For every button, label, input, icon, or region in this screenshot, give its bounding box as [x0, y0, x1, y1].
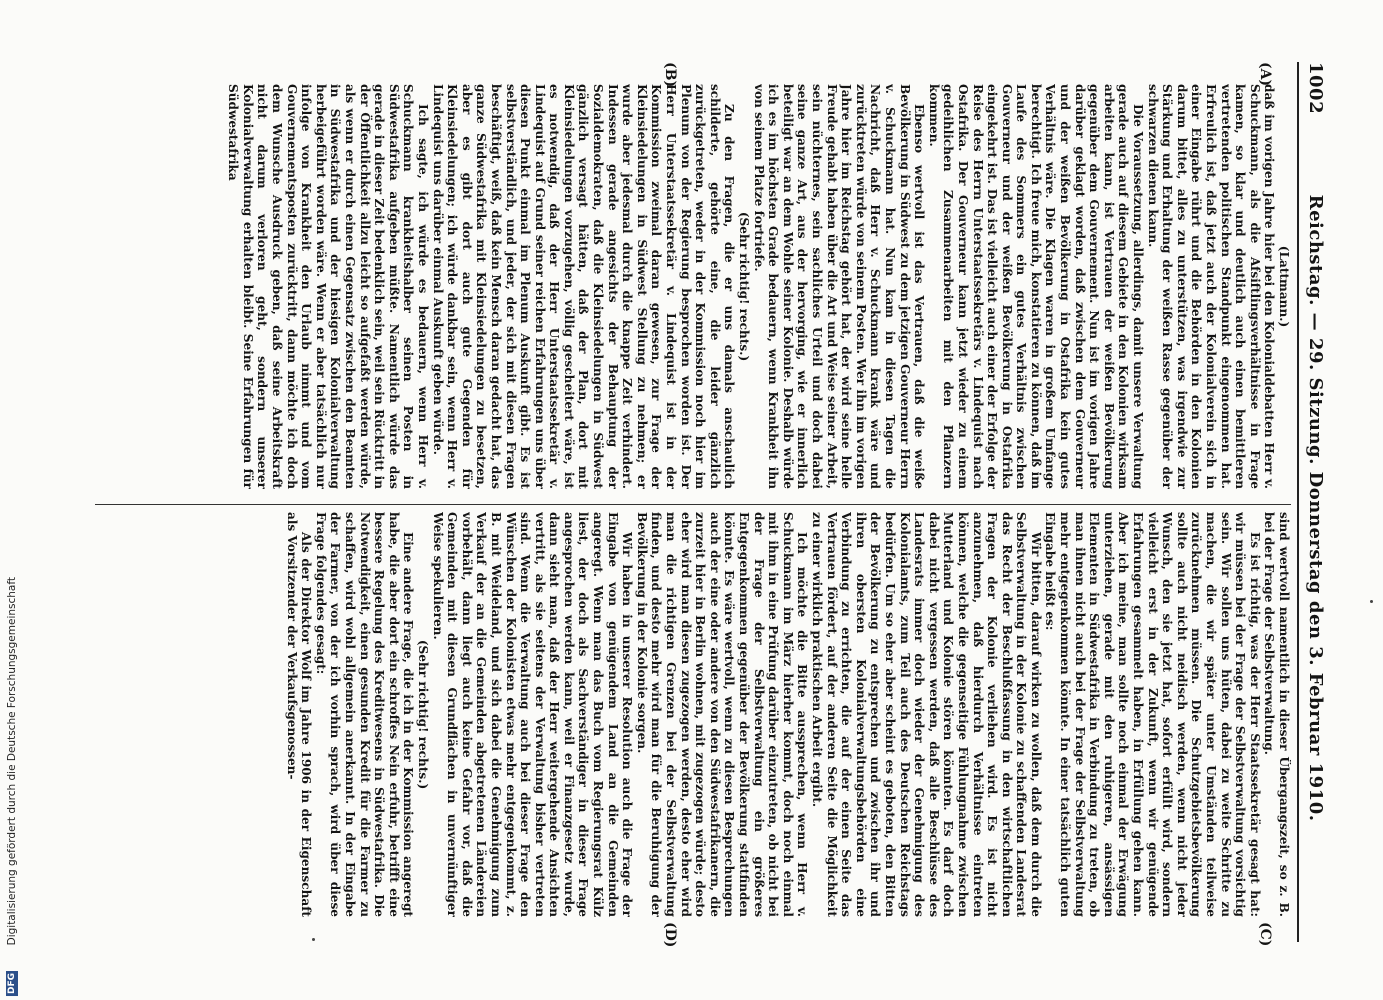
interjection: (Sehr richtig! rechts.): [415, 639, 430, 790]
paragraph: Wir haben in unserer Resolution auch die Frage der Eingabe von genügendem Land an die Gemeinden angeregt. Wenn man das Buch vom Regierungsrat Külz liest, der doch als Sachverständiger in dieser Frage angesprochen werden kann, weil er Finanzgesetz wurde, dann sieht man, daß der Herr weitergehende Ansichten vertritt, als sie seitens der Verwaltung bisher vertreten sind. Wenn die Verwaltung auch bei dieser Frage den Wünschen der Kolonisten etwas mehr entgegenkommt, z. B. mit Weideland, und sich dabei die Genehmigung zum Verkauf der an die Gemeinden abgetretenen Ländereien vorbehält, dann liegt auch keine Gefahr vor, daß die Gemeinden mit diesen Grundflächen in unvernünftiger Weise spekulieren.: [430, 512, 635, 917]
digitization-credit: Digitalisierung gefördert durch die Deutsche Forschungsgemeinschaft: [6, 576, 18, 945]
margin-marker-d: (D): [662, 922, 678, 948]
margin-marker-a: (A): [1257, 62, 1273, 87]
page-number: 1002: [1305, 62, 1327, 115]
paragraph: daß im vorigen Jahre hier bei den Kolonialdebatten Herr v. Schuckmann, als die Afsiftlingsverhältnisse in Frage kamen, so klar und deutlich auch einen bemittleren vertretenden politischen Standpunkt eingenommen hat. Erfreulich ist, daß jetzt auch der Kolonialverein sich in einer Eingabe rührt und die Behörden in den Kolonien darum bittet, alles zu unterstützen, was irgendwie zur Stärkung und Erhaltung der weißen Rasse gegenüber der schwarzen dienen kann.: [1145, 84, 1277, 489]
left-text-column: [95, 84, 1291, 489]
scan-speck: [1370, 600, 1373, 603]
margin-marker-c: (C): [1257, 922, 1273, 947]
quoted-paragraph: Als der Direktor Wolf im Jahre 1906 in der Eigenschaft als Vorsitzender der Verkaufsgenossen-: [284, 512, 314, 917]
paragraph: Ich sagte, ich würde es bedauern, wenn Herr v. Schuckmann krankheitshalber seinen Posten in Südwestafrika aufgeben müßte. Namentlich würde das gerade in dieser Zeit bedenklich sein, weil sein Rücktritt in der Öffentlichkeit allzu leicht so aufgefaßt werden würde, als wenn er durch einen Gegensatz zwischen den Beamten in Südwestafrika und der hiesigen Kolonialverwaltung herbeigeführt worden wäre. Wenn er aber tatsächlich nur infolge von Krankheit den Urlaub nimmt und vom Gouvernementsposten zurücktritt, dann möchte ich doch dem Wunsche Ausdruck geben, daß seine Arbeitskraft nicht darum verloren geht, sondern unserer Kolonialverwaltung erhalten bleibt. Seine Erfahrungen für Südwestafrika: [226, 84, 430, 489]
right-text-column: [95, 512, 1291, 917]
paragraph: Die Voraussetzung, allerdings, damit unsere Verwaltung gerade auch auf diesem Gebiete in den Kolonien wirksam arbeiten kann, ist Vertrauen der weißen Bevölkerung gegenüber dem Gouvernement. Nun ist im vorigen Jahre darüber geklagt worden, daß zwischen dem Gouverneur und der weißen Bevölkerung in Ostafrika kein gutes Verhältnis wäre. Die Klagen waren in großem Umfange berechtigt. Ich freue mich, konstatieren zu können, daß im Laufe des Sommers ein gutes Verhältnis zwischen Gouverneur und der weißen Bevölkerung in Ostafrika eingekehrt ist. Das ist vielleicht auch einer der Erfolge der Reise des Herrn Unterstaatssekretärs v. Lindequist nach Ostafrika. Der Gouverneur kann jetzt wieder zu einem gedeihlichen Zusammenarbeiten mit den Pflanzern kommen.: [926, 84, 1146, 489]
quoted-paragraph: Wir bitten, darauf wirken zu wollen, daß dem durch die Selbstverwaltung in der Kolonie zu schaffenden Landesrat das Recht der Beschlußfassung in den wirtschaftlichen Fragen der Kolonie verliehen wird. Es ist nicht anzunehmen, daß hierdurch Verhältnisse eintreten können, welche die gegenseitige Fühlungnahme zwischen Mutterland und Kolonie stören könnten. Es darf doch dabei nicht vergessen werden, daß alle Beschlüsse des Landesrats immer doch wieder der Genehmigung des Kolonialamts, zum Teil auch des Deutschen Reichstags bedürfen. Um so eher aber scheint es geboten, den Bitten der Bevölkerung zu entsprechen und zwischen ihr und ihren obersten Kolonialverwaltungsbehörden eine Verbindung zu errichten, die auf der einen Seite das Vertrauen fördert, auf der anderen Seite die Möglichkeit zu einer wirklich praktischen Arbeit ergibt.: [810, 512, 1043, 917]
paragraph: Ich möchte die Bitte aussprechen, wenn Herr v. Schuckmann im März hierher kommt, doch noch einmal mit ihm in eine Prüfung darüber einzutreten, ob nicht bei der Frage der Selbstverwaltung ein größeres Entgegenkommen gegenüber der Bevölkerung stattfinden könnte. Es wäre wertvoll, wenn zu diesen Besprechungen auch der eine oder andere von den Südwestafrikanern, die zurzeit hier in Berlin wohnen, mit zugezogen würde; desto eher wird man diesen zugezogen werden, desto eher wird man die richtigen Grenzen bei der Selbstverwaltung finden, und desto mehr wird man für die Beruhigung der Bevölkerung in der Kolonie sorgen.: [634, 512, 810, 917]
header-rule: [1297, 62, 1299, 942]
scan-speck: [312, 938, 315, 941]
interjection: (Sehr richtig! rechts.): [737, 211, 752, 362]
paragraph: Es ist richtig, was der Herr Staatssekretär gesagt hat: wir müssen bei der Frage der Selbstverwaltung vorsichtig sein. Wir sollen uns hüten, dabei zu weite Schritte zu machen, die wir später unter Umständen teilweise zurücknehmen müssen. Die Schutzgebietsbevölkerung sollte auch nicht neidisch werden, wenn nicht jeder Wunsch, den sie jetzt hat, sofort erfüllt wird, sondern vielleicht erst in der Zukunft, wenn wir genügende Erfahrungen gesammelt haben, in Erfüllung gehen kann. Aber ich meine, man sollte noch einmal der Erwägung unterziehen, gerade mit den ruhigeren, ansässigen Elementen in Südwestafrika in Verbindung zu treten, ob man ihnen nicht auch bei der Frage der Selbstverwaltung mehr entgegenkommen könnte. In einer tatsächlich guten Eingabe heißt es:: [1043, 512, 1262, 917]
speaker-label: (Lattmann.): [1277, 245, 1291, 328]
paragraph: Ebenso wertvoll ist das Vertrauen, daß die weiße Bevölkerung in Südwest zu dem jetzigen Gouverneur Herrn v. Schuckmann hat. Nun kam in diesen Tagen die Nachricht, daß Herr v. Schuckmann krank wäre und zurücktreten würde von seinem Posten. Wer ihn im vorigen Jahre hier im Reichstag gehört hat, der wird seine helle Freude gehabt haben über die Art und Weise seiner Arbeit, sein nüchternes, sein sachliches Urteil und doch dabei seine ganze Art, aus der hervorging, wie er innerlich beteiligt war an dem Wohle seiner Kolonie. Deshalb würde ich es im höchsten Grade bedauern, wenn Krankheit ihn von seinem Platze fortriefe.: [751, 84, 927, 489]
paragraph: Zu den Fragen, die er uns damals anschaulich schilderte, gehörte eine, die leider gänzlich zurückgetreten, weder in der Kommission noch hier im Plenum von der Regierung besprochen worden ist. Der Herr Unterstaatssekretär v. Lindequist ist in der Kommission zweimal daran gewesen, zur Frage der Kleinsiedelungen in Südwest Stellung zu nehmen; er wurde aber jedesmal durch die knappe Zeit verhindert. Indessen gerade angesichts der Behauptung der Sozialdemokraten, daß die Kleinsiedelungen in Südwest gänzlich versagt hätten, daß der Plan, dort mit Kleinsiedelungen vorzugehen, völlig gescheitert wäre, ist es notwendig, daß der Herr Unterstaatssekretär v. Lindequist auf Grund seiner reichen Erfahrungen uns über diesen Punkt einmal im Plenum Auskunft gibt. Es ist selbstverständlich, und jeder, der sich mit diesen Fragen beschäftigt, weiß, daß kein Mensch daran gedacht hat, das ganze Südwestafrika mit Kleinsiedelungen zu besetzen, aber es gibt dort auch gute Gegenden für Kleinsiedelungen; ich würde dankbar sein, wenn Herr v. Lindequist uns darüber einmal Auskunft geben würde.: [430, 84, 737, 489]
page-header-title: Reichstag. — 29. Sitzung. Donnerstag den 3. Februar 1910.: [1305, 194, 1327, 822]
column-divider: [95, 504, 1291, 505]
digitization-credit-bar: [0, 0, 24, 1000]
paragraph: Eine andere Frage, die ich in der Kommission angeregt habe, die aber dort ein schroffes Nein erfuhr, betrifft eine bessere Regelung des Kreditwesens in Südwestafrika. Die Notwendigkeit, einen gesunden Kredit für die Farmer zu schaffen, wird wohl allgemein anerkannt. In der Eingabe der Farmer, von der ich vorhin sprach, wird über diese Frage folgendes gesagt:: [313, 512, 416, 917]
dfg-logo: DFG: [7, 972, 17, 994]
margin-marker-b: (B): [662, 62, 678, 88]
page-header: [1304, 62, 1328, 942]
paragraph: sind wertvoll namentlich in dieser Übergangszeit, so z. B. bei der Frage der Selbstverwaltung.: [1262, 512, 1291, 917]
